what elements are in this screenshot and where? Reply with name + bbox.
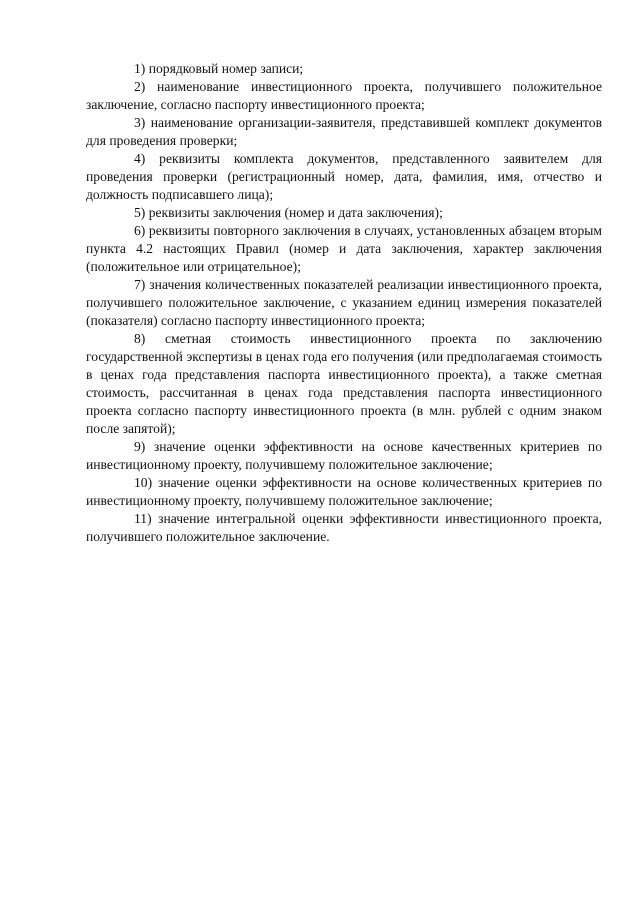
list-item-7: 7) значения количественных показателей реализации инвестиционного проекта, получившего положительное заключение, с указанием единиц измерения показателей (показателя) согласно паспорту инвестиционного проекта; [86,277,602,328]
list-item-8: 8) сметная стоимость инвестиционного проекта по заключению государственной экспертизы в ценах года его получения (или предполагаемая стоимость в ценах года представления паспорта инвестиционного проекта), а также сметная стоимость, рассчитанная в ценах года представления паспорта инвестиционного проекта согласно паспорту инвестиционного проекта (в млн. рублей с одним знаком после запятой); [86,331,602,436]
list-item-2: 2) наименование инвестиционного проекта, получившего положительное заключение, согласно паспорту инвестиционного проекта; [86,79,602,112]
list-item-6: 6) реквизиты повторного заключения в случаях, установленных абзацем вторым пункта 4.2 настоящих Правил (номер и дата заключения, характер заключения (положительное или отрицательное); [86,223,602,274]
list-item-9: 9) значение оценки эффективности на основе качественных критериев по инвестиционному проекту, получившему положительное заключение; [86,439,602,472]
list-item-3: 3) наименование организации-заявителя, представившей комплект документов для проведения проверки; [86,115,602,148]
list-item-11: 11) значение интегральной оценки эффективности инвестиционного проекта, получившего положительное заключение. [86,511,602,544]
list-item-1: 1) порядковый номер записи; [134,61,304,76]
list-item-5: 5) реквизиты заключения (номер и дата заключения); [134,205,443,220]
list-item-10: 10) значение оценки эффективности на основе количественных критериев по инвестиционному проекту, получившему положительное заключение; [86,475,602,508]
list-item-4: 4) реквизиты комплекта документов, представленного заявителем для проведения проверки (регистрационный номер, дата, фамилия, имя, отчество и должность подписавшего лица); [86,151,602,202]
document-body [86,60,602,546]
